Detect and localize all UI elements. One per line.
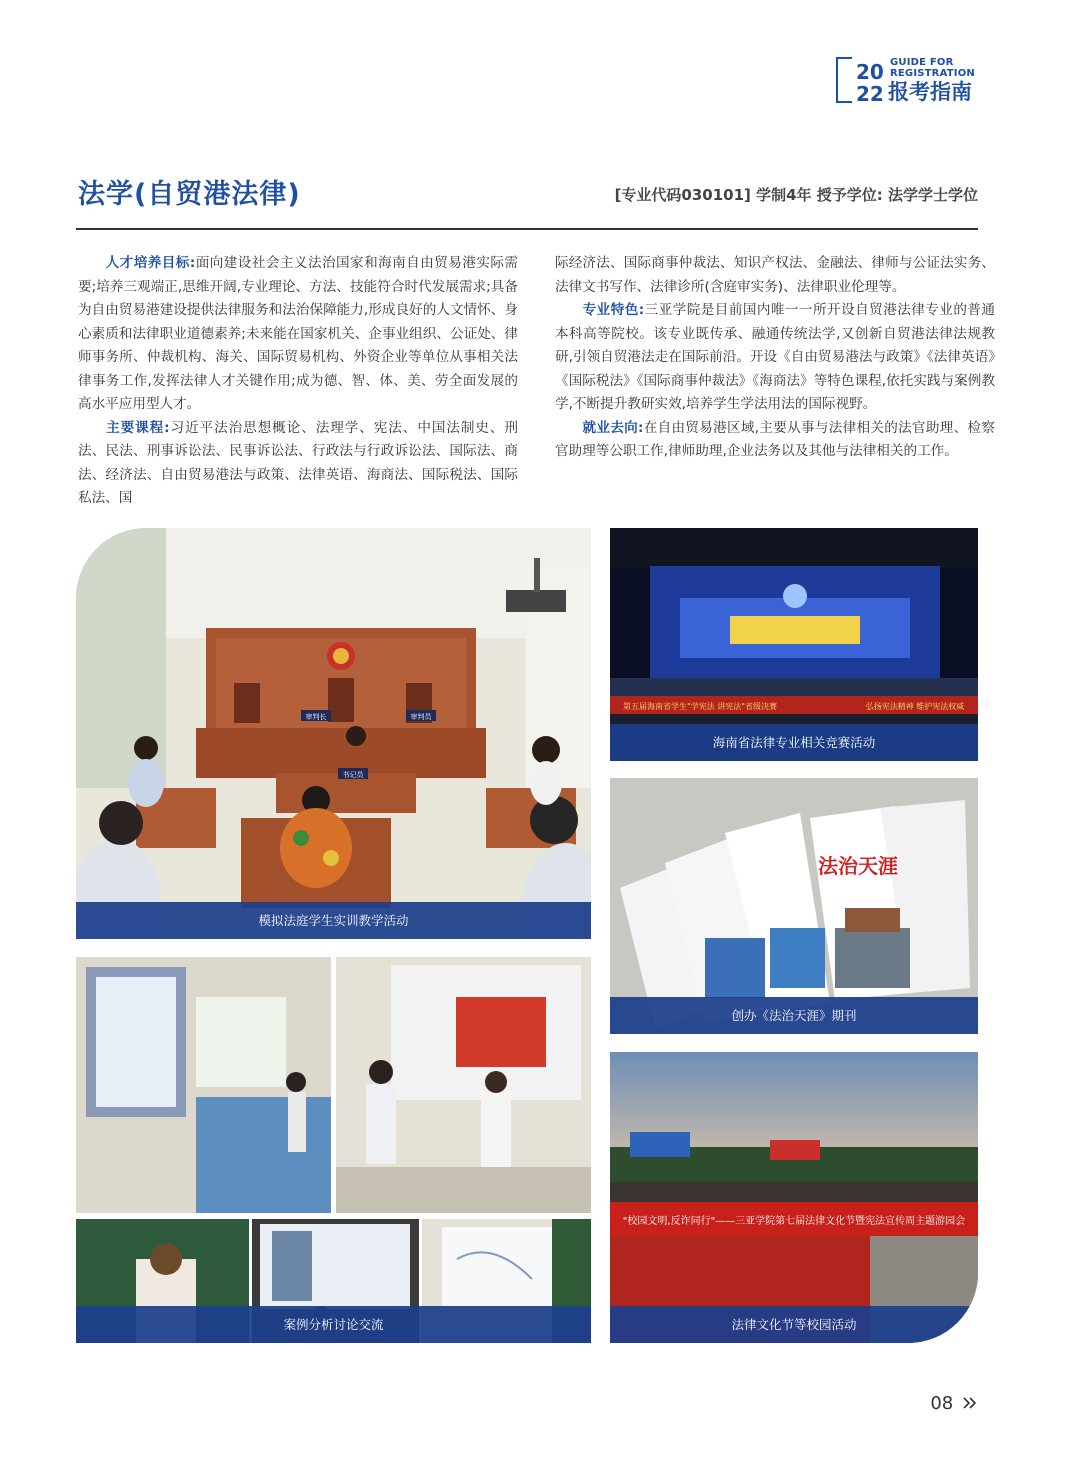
page-number <box>930 1393 978 1415</box>
badge-guide <box>890 57 975 79</box>
court-sign-judge: 审判长 <box>305 713 327 721</box>
courses-label: 主要课程: <box>105 419 170 436</box>
goal-label: 人才培养目标: <box>105 255 196 271</box>
classroom-2-illustration <box>336 957 591 1213</box>
feature-text: 三亚学院是目前国内唯一一所开设自贸港法律专业的普通本科高等院校。该专业既传承、融通传统法学,又创新自贸港法律法规教研,引领自贸港法走在国际前沿。开设《自由贸易港法与政策》《法律英语》《国际税法》《国际商事仲裁法》《海商法》等特色课程,依托实践与案例教学,不断提升教研实效,培养学生学法用法的国际视野。 <box>555 302 996 412</box>
feature-paragraph <box>555 299 995 417</box>
goal-text: 面向建设社会主义法治国家和海南自由贸易港实际需要;培养三观端正,思维开阔,专业理论、方法、技能符合时代发展需求;具备为自由贸易港建设提供法律服务和法治保障能力,形成良好的人文情怀、身心素质和法律职业道德素养;未来能在国家机关、企事业组织、公证处、律师事务所、仲裁机构、海关、国际贸易机构、外资企业等单位从事相关法律事务工作,发挥法律人才关键作用;成为德、智、体、美、劳全面发展的高水平应用型人才。 <box>78 255 519 412</box>
badge-year-bottom: 22 <box>856 82 884 106</box>
culture-banner-text: "校园文明,反诈同行"——三亚学院第七届法律文化节暨宪法宣传周主题游园会 <box>622 1216 966 1227</box>
career-paragraph <box>555 417 995 464</box>
badge-year-top: 20 <box>856 60 884 84</box>
badge-title: 报考指南 <box>888 80 972 104</box>
competition-photo <box>610 528 978 761</box>
moot-court-caption: 模拟法庭学生实训教学活动 <box>76 902 591 939</box>
text-column-left <box>78 252 518 511</box>
competition-banner-left: 第五届海南省学生"学宪法 讲宪法"省级决赛 <box>623 702 777 711</box>
law-culture-photo <box>610 1052 978 1343</box>
moot-court-illustration <box>76 528 591 939</box>
moot-court-photo <box>76 528 591 939</box>
courses-text-left: 习近平法治思想概论、法理学、宪法、中国法制史、刑法、民法、刑事诉讼法、民事诉讼法、行政法与行政诉讼法、国际法、商法、经济法、自由贸易港法与政策、法律英语、海商法、国际税法、国际私法、国 <box>78 419 519 506</box>
badge-guide-line1: GUIDE FOR <box>890 57 954 68</box>
career-text: 在自由贸易港区域,主要从事与法律相关的法官助理、检察官助理等公职工作,律师助理,企业法务以及其他与法律相关的工作。 <box>555 419 996 459</box>
journal-photo <box>610 778 978 1034</box>
page-number-text: 08 <box>930 1393 954 1414</box>
law-culture-caption: 法律文化节等校园活动 <box>610 1306 978 1343</box>
journal-illustration <box>610 778 978 1034</box>
page-title: 法学(自贸港法律) <box>78 179 301 210</box>
case-discussion-caption: 案例分析讨论交流 <box>76 1306 591 1343</box>
text-column-right <box>555 252 995 464</box>
major-meta: [专业代码030101] 学制4年 授予学位: 法学学士学位 <box>614 186 978 204</box>
law-culture-illustration <box>610 1052 978 1343</box>
court-sign-assessor: 审判员 <box>410 713 432 721</box>
competition-caption: 海南省法律专业相关竞赛活动 <box>610 724 978 761</box>
title-divider <box>76 228 978 230</box>
courses-paragraph <box>78 417 518 511</box>
competition-banner-right: 弘扬宪法精神 维护宪法权威 <box>865 702 965 711</box>
case-discussion-caption-bar <box>76 1306 591 1343</box>
classroom-photo-2 <box>336 957 591 1213</box>
court-sign-clerk: 书记员 <box>342 771 364 779</box>
badge-guide-line2: REGISTRATION <box>890 68 975 79</box>
career-label: 就业去向: <box>582 419 644 436</box>
journal-caption: 创办《法治天涯》期刊 <box>610 997 978 1034</box>
journal-cover-title: 法治天涯 <box>818 854 898 878</box>
badge-bracket <box>836 57 852 103</box>
classroom-1-illustration <box>76 957 331 1213</box>
feature-label: 专业特色: <box>582 302 645 318</box>
classroom-photo-1 <box>76 957 331 1213</box>
courses-continued: 际经济法、国际商事仲裁法、知识产权法、金融法、律师与公证法实务、法律文书写作、法律诊所(含庭审实务)、法律职业伦理等。 <box>555 255 995 295</box>
goal-paragraph <box>78 252 518 417</box>
double-chevron-right-icon <box>962 1394 978 1415</box>
